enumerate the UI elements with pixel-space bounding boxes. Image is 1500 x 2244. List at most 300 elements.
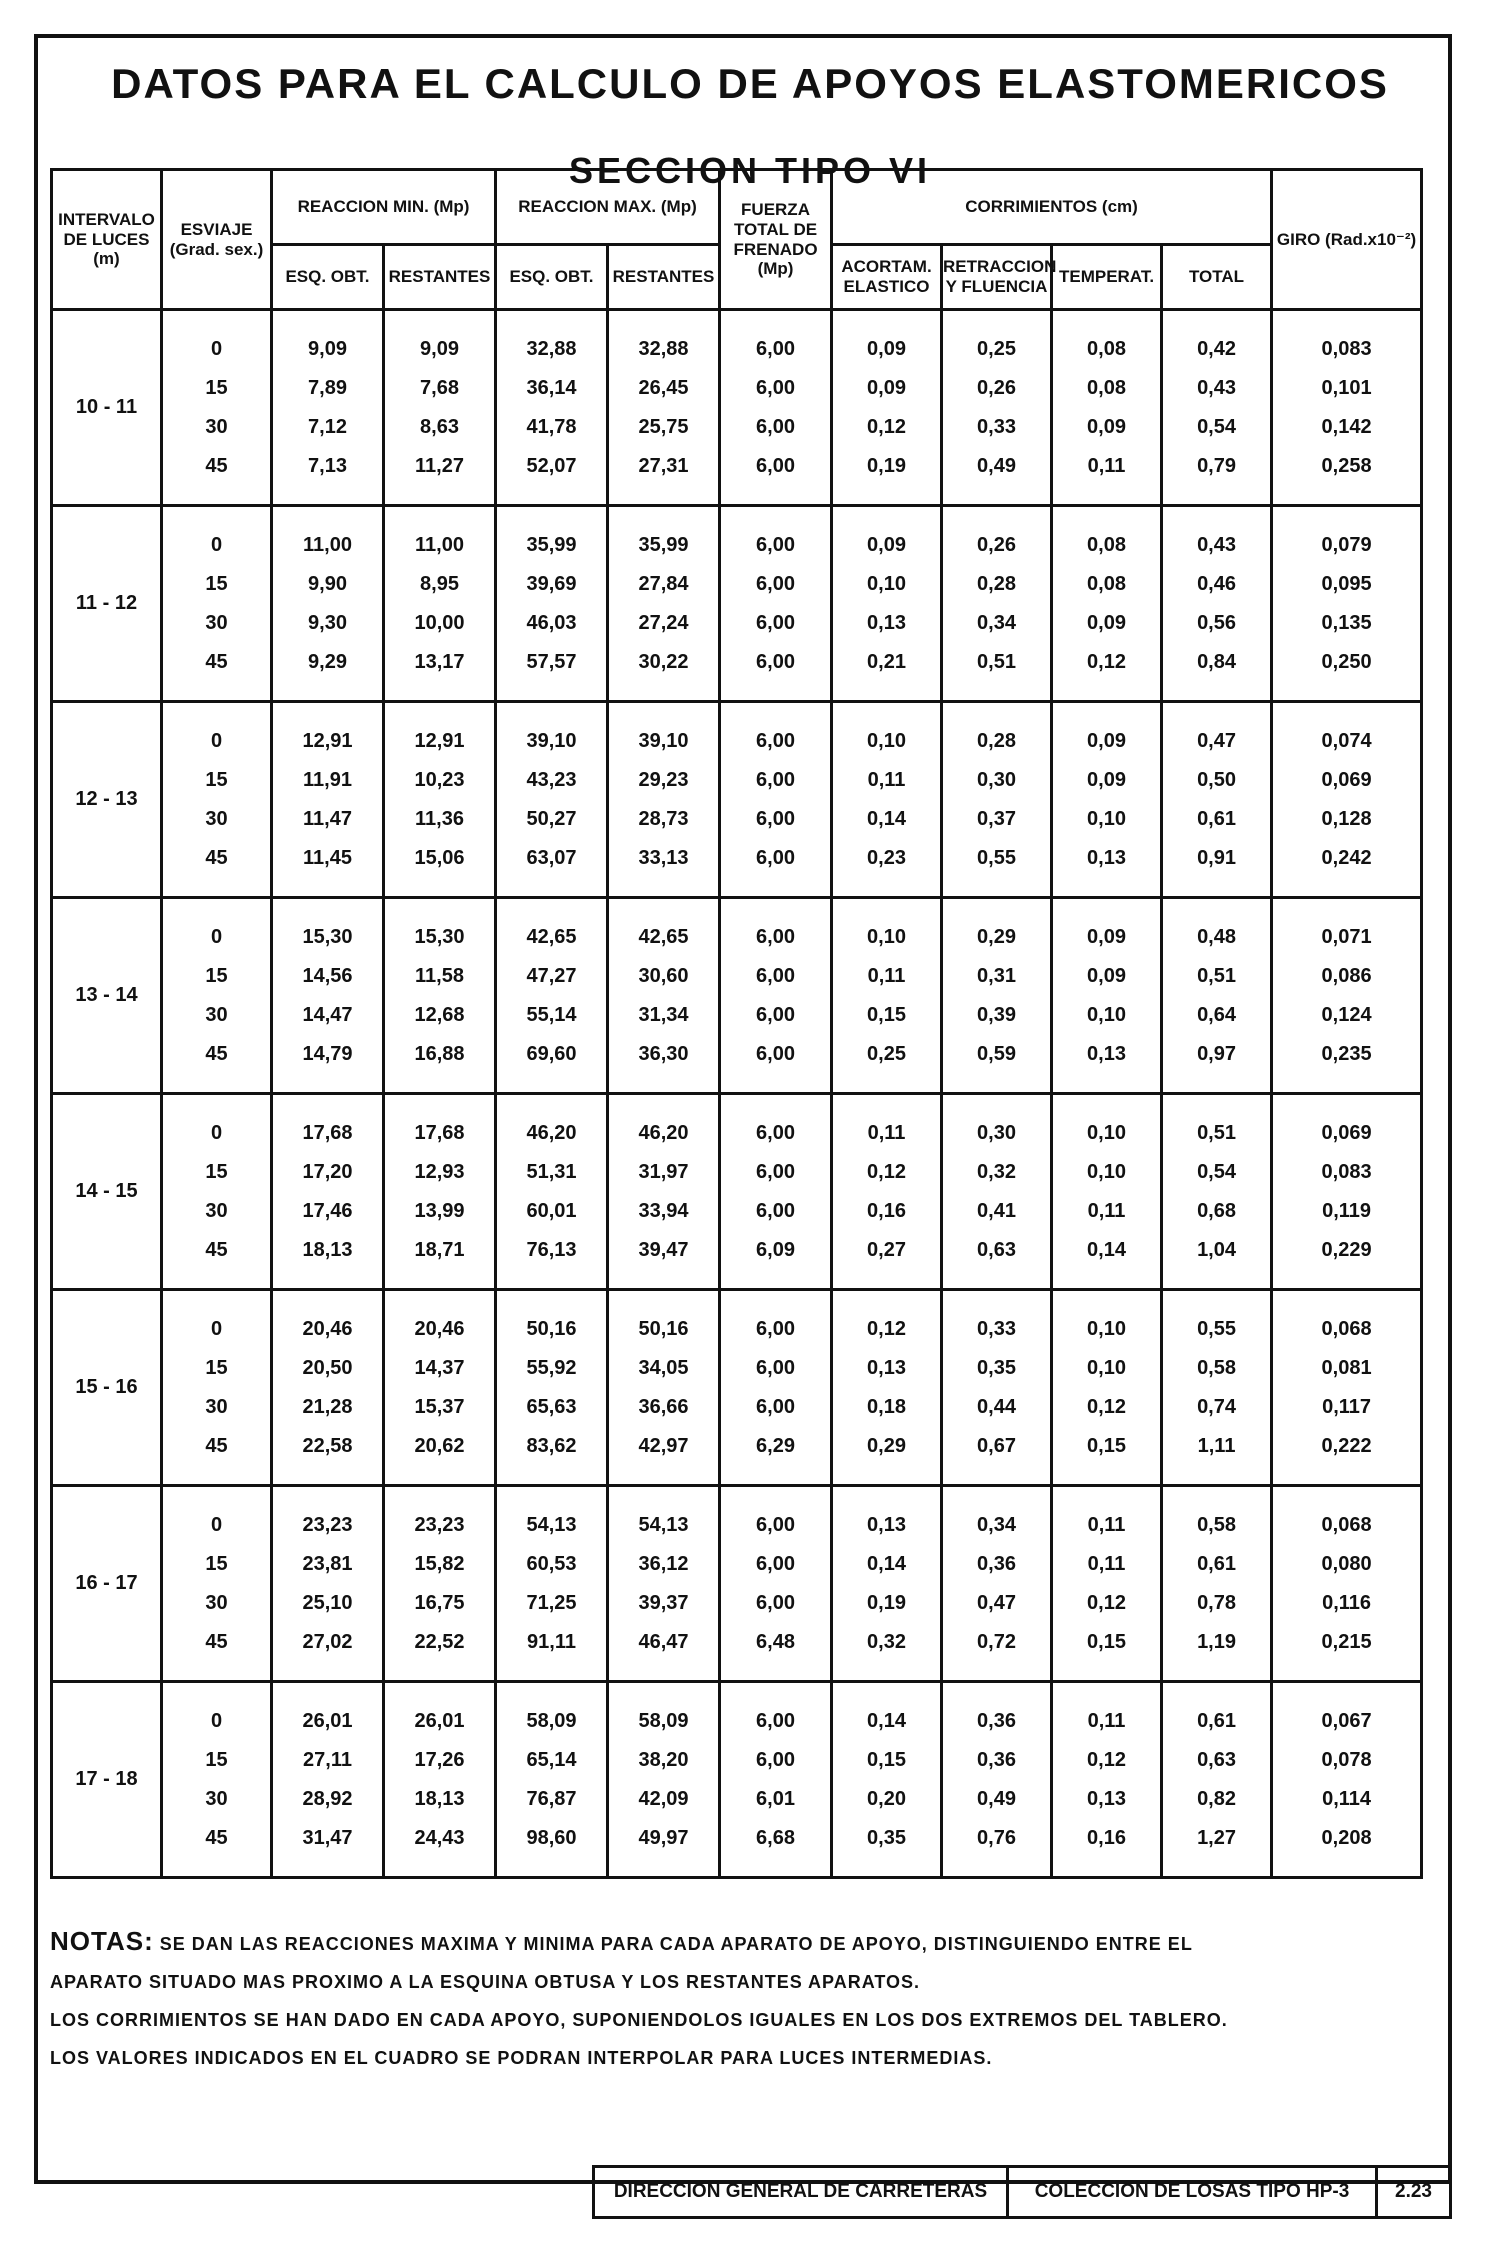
value-max-esq: 46,20 — [526, 1121, 577, 1144]
cell-giro — [1272, 898, 1422, 1094]
value-retraccion: 0,36 — [977, 1748, 1016, 1771]
value-min-rest: 10,00 — [414, 611, 465, 634]
cell-acortam — [832, 898, 942, 1094]
value-min-rest: 20,62 — [414, 1434, 465, 1457]
value-giro: 0,068 — [1321, 1317, 1372, 1340]
header-corrimientos: CORRIMIENTOS (cm) — [832, 170, 1272, 245]
cell-retraccion — [942, 1486, 1052, 1682]
value-giro: 0,069 — [1321, 768, 1372, 791]
cell-temperat — [1052, 702, 1162, 898]
value-esviaje: 45 — [205, 1238, 228, 1261]
value-max-rest: 31,97 — [638, 1160, 689, 1183]
value-max-esq: 83,62 — [526, 1434, 577, 1457]
value-min-esq: 25,10 — [302, 1591, 353, 1614]
value-giro: 0,229 — [1321, 1238, 1372, 1261]
value-fuerza: 6,00 — [756, 1160, 795, 1183]
table-body — [52, 310, 1422, 1878]
value-total: 0,50 — [1197, 768, 1236, 791]
value-min-esq: 26,01 — [302, 1709, 353, 1732]
cell-min-esq — [272, 310, 384, 506]
value-esviaje: 15 — [205, 1748, 228, 1771]
value-max-esq: 57,57 — [526, 650, 577, 673]
value-max-esq: 47,27 — [526, 964, 577, 987]
cell-fuerza — [720, 506, 832, 702]
cell-temperat — [1052, 310, 1162, 506]
value-fuerza: 6,09 — [756, 1238, 795, 1261]
value-acortam: 0,11 — [867, 1121, 906, 1144]
value-fuerza: 6,00 — [756, 1591, 795, 1614]
value-total: 0,58 — [1197, 1513, 1236, 1536]
value-retraccion: 0,26 — [977, 533, 1016, 556]
table-row — [52, 1486, 1422, 1682]
value-esviaje: 30 — [205, 1787, 228, 1810]
value-fuerza: 6,00 — [756, 454, 795, 477]
value-max-esq: 58,09 — [526, 1709, 577, 1732]
value-max-rest: 42,65 — [638, 925, 689, 948]
value-fuerza: 6,29 — [756, 1434, 795, 1457]
cell-esviaje — [162, 1290, 272, 1486]
value-min-rest: 11,36 — [415, 807, 464, 830]
value-acortam: 0,10 — [867, 572, 906, 595]
value-total: 0,61 — [1197, 1709, 1236, 1732]
value-retraccion: 0,34 — [977, 611, 1016, 634]
value-esviaje: 0 — [210, 337, 223, 360]
value-max-rest: 27,31 — [638, 454, 689, 477]
value-giro: 0,074 — [1321, 729, 1372, 752]
value-giro: 0,083 — [1321, 337, 1372, 360]
value-fuerza: 6,00 — [756, 807, 795, 830]
table-row — [52, 506, 1422, 702]
interval-cell: 16 - 17 — [52, 1486, 162, 1682]
cell-retraccion — [942, 310, 1052, 506]
value-retraccion: 0,32 — [977, 1160, 1016, 1183]
value-total: 1,11 — [1197, 1434, 1236, 1457]
value-temperat: 0,10 — [1087, 1160, 1126, 1183]
value-max-esq: 69,60 — [526, 1042, 577, 1065]
value-min-rest: 22,52 — [414, 1630, 465, 1653]
value-min-esq: 7,12 — [308, 415, 347, 438]
value-total: 0,42 — [1197, 337, 1236, 360]
value-total: 0,61 — [1197, 807, 1236, 830]
value-max-rest: 42,97 — [638, 1434, 689, 1457]
value-acortam: 0,09 — [867, 533, 906, 556]
value-temperat: 0,10 — [1087, 1356, 1126, 1379]
cell-retraccion — [942, 898, 1052, 1094]
value-temperat: 0,11 — [1087, 1552, 1126, 1575]
header-max-esq-obt: ESQ. OBT. — [496, 245, 608, 310]
value-total: 0,63 — [1197, 1748, 1236, 1771]
value-esviaje: 30 — [205, 1591, 228, 1614]
value-retraccion: 0,25 — [977, 337, 1016, 360]
footer-page-number: 2.23 — [1375, 2165, 1452, 2219]
cell-temperat — [1052, 506, 1162, 702]
value-temperat: 0,09 — [1087, 964, 1126, 987]
value-fuerza: 6,00 — [756, 846, 795, 869]
value-esviaje: 15 — [205, 964, 228, 987]
value-giro: 0,135 — [1321, 611, 1372, 634]
header-retraccion: RETRACCION Y FLUENCIA — [942, 245, 1052, 310]
value-max-esq: 54,13 — [526, 1513, 577, 1536]
value-max-esq: 43,23 — [526, 768, 577, 791]
value-min-rest: 24,43 — [414, 1826, 465, 1849]
value-giro: 0,067 — [1321, 1709, 1372, 1732]
cell-retraccion — [942, 1094, 1052, 1290]
value-giro: 0,095 — [1321, 572, 1372, 595]
value-retraccion: 0,72 — [977, 1630, 1016, 1653]
value-max-rest: 34,05 — [638, 1356, 689, 1379]
value-acortam: 0,12 — [867, 1317, 906, 1340]
value-min-rest: 12,91 — [414, 729, 465, 752]
value-giro: 0,071 — [1321, 925, 1372, 948]
value-temperat: 0,09 — [1087, 925, 1126, 948]
value-min-rest: 7,68 — [420, 376, 459, 399]
value-max-esq: 50,27 — [526, 807, 577, 830]
value-max-rest: 31,34 — [638, 1003, 689, 1026]
value-total: 0,74 — [1197, 1395, 1236, 1418]
value-max-esq: 50,16 — [526, 1317, 577, 1340]
value-esviaje: 15 — [205, 1160, 228, 1183]
header-total: TOTAL — [1162, 245, 1272, 310]
value-esviaje: 15 — [205, 376, 228, 399]
value-giro: 0,258 — [1321, 454, 1372, 477]
value-retraccion: 0,33 — [977, 1317, 1016, 1340]
value-temperat: 0,09 — [1087, 729, 1126, 752]
cell-min-rest — [384, 1094, 496, 1290]
value-total: 0,91 — [1197, 846, 1236, 869]
value-retraccion: 0,28 — [977, 572, 1016, 595]
table-row — [52, 1682, 1422, 1878]
value-min-esq: 14,47 — [302, 1003, 353, 1026]
value-min-esq: 7,13 — [308, 454, 347, 477]
value-esviaje: 45 — [205, 454, 228, 477]
value-acortam: 0,14 — [867, 807, 906, 830]
header-reaccion-min: REACCION MIN. (Mp) — [272, 170, 496, 245]
value-giro: 0,069 — [1321, 1121, 1372, 1144]
value-retraccion: 0,33 — [977, 415, 1016, 438]
notes-label: NOTAS: — [50, 1926, 154, 1956]
value-total: 0,55 — [1197, 1317, 1236, 1340]
value-temperat: 0,10 — [1087, 1003, 1126, 1026]
value-max-esq: 65,63 — [526, 1395, 577, 1418]
cell-giro — [1272, 310, 1422, 506]
value-min-esq: 9,90 — [308, 572, 347, 595]
value-fuerza: 6,00 — [756, 964, 795, 987]
value-giro: 0,128 — [1321, 807, 1372, 830]
cell-giro — [1272, 1682, 1422, 1878]
value-temperat: 0,12 — [1087, 650, 1126, 673]
value-temperat: 0,09 — [1087, 768, 1126, 791]
cell-min-esq — [272, 506, 384, 702]
value-fuerza: 6,00 — [756, 1395, 795, 1418]
value-acortam: 0,13 — [867, 1356, 906, 1379]
value-max-esq: 60,01 — [526, 1199, 577, 1222]
value-max-rest: 30,60 — [638, 964, 689, 987]
value-retraccion: 0,39 — [977, 1003, 1016, 1026]
value-max-esq: 52,07 — [526, 454, 577, 477]
value-total: 0,78 — [1197, 1591, 1236, 1614]
value-total: 0,54 — [1197, 1160, 1236, 1183]
cell-retraccion — [942, 506, 1052, 702]
value-esviaje: 30 — [205, 807, 228, 830]
cell-max-esq — [496, 506, 608, 702]
interval-cell: 12 - 13 — [52, 702, 162, 898]
value-acortam: 0,09 — [867, 376, 906, 399]
value-esviaje: 15 — [205, 1356, 228, 1379]
value-giro: 0,242 — [1321, 846, 1372, 869]
cell-max-rest — [608, 310, 720, 506]
cell-total — [1162, 1094, 1272, 1290]
cell-giro — [1272, 1094, 1422, 1290]
value-max-esq: 41,78 — [526, 415, 577, 438]
value-max-rest: 33,13 — [638, 846, 689, 869]
value-max-rest: 35,99 — [638, 533, 689, 556]
value-acortam: 0,12 — [867, 415, 906, 438]
value-max-rest: 33,94 — [638, 1199, 689, 1222]
value-giro: 0,081 — [1321, 1356, 1372, 1379]
value-retraccion: 0,36 — [977, 1552, 1016, 1575]
value-max-rest: 46,20 — [638, 1121, 689, 1144]
cell-max-rest — [608, 1682, 720, 1878]
cell-min-esq — [272, 1682, 384, 1878]
value-min-esq: 23,81 — [302, 1552, 353, 1575]
value-giro: 0,117 — [1322, 1395, 1372, 1418]
value-min-esq: 22,58 — [302, 1434, 353, 1457]
cell-esviaje — [162, 1682, 272, 1878]
value-max-rest: 39,10 — [638, 729, 689, 752]
value-max-rest: 50,16 — [638, 1317, 689, 1340]
value-temperat: 0,11 — [1087, 1709, 1126, 1732]
value-min-rest: 13,17 — [414, 650, 465, 673]
value-total: 0,48 — [1197, 925, 1236, 948]
value-temperat: 0,11 — [1087, 1513, 1126, 1536]
value-min-rest: 23,23 — [414, 1513, 465, 1536]
value-fuerza: 6,00 — [756, 1199, 795, 1222]
cell-max-rest — [608, 506, 720, 702]
value-retraccion: 0,36 — [977, 1709, 1016, 1732]
value-fuerza: 6,48 — [756, 1630, 795, 1653]
cell-total — [1162, 310, 1272, 506]
value-esviaje: 45 — [205, 1630, 228, 1653]
value-min-rest: 13,99 — [414, 1199, 465, 1222]
value-temperat: 0,08 — [1087, 572, 1126, 595]
value-max-esq: 36,14 — [526, 376, 577, 399]
value-min-rest: 20,46 — [414, 1317, 465, 1340]
value-esviaje: 0 — [210, 1513, 223, 1536]
value-min-esq: 11,00 — [303, 533, 352, 556]
value-min-esq: 31,47 — [302, 1826, 353, 1849]
value-min-rest: 11,27 — [415, 454, 464, 477]
value-temperat: 0,15 — [1087, 1434, 1126, 1457]
value-retraccion: 0,29 — [977, 925, 1016, 948]
value-min-esq: 14,79 — [302, 1042, 353, 1065]
value-acortam: 0,27 — [867, 1238, 906, 1261]
value-temperat: 0,12 — [1087, 1395, 1126, 1418]
table-row — [52, 898, 1422, 1094]
cell-total — [1162, 1486, 1272, 1682]
value-fuerza: 6,00 — [756, 925, 795, 948]
cell-min-rest — [384, 702, 496, 898]
value-esviaje: 15 — [205, 572, 228, 595]
notes-line-1 — [50, 1922, 1420, 1963]
cell-max-esq — [496, 1094, 608, 1290]
value-total: 1,19 — [1197, 1630, 1236, 1653]
header-min-esq-obt: ESQ. OBT. — [272, 245, 384, 310]
header-max-restantes: RESTANTES — [608, 245, 720, 310]
value-fuerza: 6,00 — [756, 1356, 795, 1379]
value-giro: 0,080 — [1321, 1552, 1372, 1575]
value-total: 0,47 — [1197, 729, 1236, 752]
value-min-rest: 18,13 — [414, 1787, 465, 1810]
cell-total — [1162, 702, 1272, 898]
value-min-rest: 15,30 — [414, 925, 465, 948]
value-max-rest: 29,23 — [638, 768, 689, 791]
value-max-esq: 35,99 — [526, 533, 577, 556]
cell-total — [1162, 506, 1272, 702]
value-total: 0,82 — [1197, 1787, 1236, 1810]
value-esviaje: 45 — [205, 846, 228, 869]
value-min-esq: 20,50 — [302, 1356, 353, 1379]
cell-temperat — [1052, 1094, 1162, 1290]
value-fuerza: 6,00 — [756, 1513, 795, 1536]
value-esviaje: 30 — [205, 1199, 228, 1222]
value-esviaje: 30 — [205, 415, 228, 438]
value-retraccion: 0,51 — [977, 650, 1016, 673]
value-min-rest: 15,37 — [414, 1395, 465, 1418]
value-min-esq: 17,46 — [302, 1199, 353, 1222]
value-acortam: 0,29 — [867, 1434, 906, 1457]
value-acortam: 0,32 — [867, 1630, 906, 1653]
cell-max-rest — [608, 702, 720, 898]
value-temperat: 0,12 — [1087, 1748, 1126, 1771]
value-max-esq: 51,31 — [526, 1160, 577, 1183]
value-giro: 0,124 — [1321, 1003, 1372, 1026]
value-total: 0,79 — [1197, 454, 1236, 477]
value-min-rest: 26,01 — [414, 1709, 465, 1732]
value-fuerza: 6,68 — [756, 1826, 795, 1849]
cell-giro — [1272, 1486, 1422, 1682]
table-row — [52, 310, 1422, 506]
value-giro: 0,119 — [1322, 1199, 1372, 1222]
value-max-rest: 27,84 — [638, 572, 689, 595]
value-retraccion: 0,41 — [977, 1199, 1016, 1222]
value-retraccion: 0,31 — [977, 964, 1016, 987]
interval-cell: 10 - 11 — [52, 310, 162, 506]
value-max-rest: 49,97 — [638, 1826, 689, 1849]
value-giro: 0,078 — [1321, 1748, 1372, 1771]
value-acortam: 0,18 — [867, 1395, 906, 1418]
value-temperat: 0,11 — [1087, 454, 1126, 477]
cell-esviaje — [162, 506, 272, 702]
cell-max-rest — [608, 1094, 720, 1290]
header-temperat: TEMPERAT. — [1052, 245, 1162, 310]
value-total: 0,51 — [1197, 1121, 1236, 1144]
cell-acortam — [832, 1094, 942, 1290]
value-giro: 0,208 — [1321, 1826, 1372, 1849]
value-min-esq: 9,30 — [308, 611, 347, 634]
value-total: 0,54 — [1197, 415, 1236, 438]
value-min-esq: 28,92 — [302, 1787, 353, 1810]
value-min-rest: 18,71 — [414, 1238, 465, 1261]
cell-min-rest — [384, 310, 496, 506]
value-max-rest: 58,09 — [638, 1709, 689, 1732]
value-esviaje: 0 — [210, 1121, 223, 1144]
value-fuerza: 6,00 — [756, 1709, 795, 1732]
value-fuerza: 6,00 — [756, 376, 795, 399]
value-min-esq: 21,28 — [302, 1395, 353, 1418]
value-giro: 0,235 — [1321, 1042, 1372, 1065]
value-min-esq: 15,30 — [302, 925, 353, 948]
cell-min-esq — [272, 898, 384, 1094]
value-max-esq: 76,87 — [526, 1787, 577, 1810]
cell-max-esq — [496, 702, 608, 898]
value-min-esq: 11,45 — [303, 846, 352, 869]
cell-total — [1162, 1682, 1272, 1878]
value-max-rest: 25,75 — [638, 415, 689, 438]
value-giro: 0,250 — [1321, 650, 1372, 673]
value-giro: 0,215 — [1321, 1630, 1372, 1653]
value-fuerza: 6,00 — [756, 337, 795, 360]
value-esviaje: 30 — [205, 1003, 228, 1026]
value-giro: 0,114 — [1322, 1787, 1372, 1810]
value-max-esq: 71,25 — [526, 1591, 577, 1614]
header-giro: GIRO (Rad.x10⁻²) — [1272, 170, 1422, 310]
value-acortam: 0,21 — [867, 650, 906, 673]
value-max-rest: 36,30 — [638, 1042, 689, 1065]
value-fuerza: 6,00 — [756, 1317, 795, 1340]
cell-max-rest — [608, 898, 720, 1094]
cell-temperat — [1052, 1486, 1162, 1682]
cell-temperat — [1052, 1290, 1162, 1486]
value-min-rest: 11,58 — [415, 964, 464, 987]
value-max-esq: 98,60 — [526, 1826, 577, 1849]
value-min-rest: 16,88 — [414, 1042, 465, 1065]
value-temperat: 0,13 — [1087, 846, 1126, 869]
value-acortam: 0,15 — [867, 1748, 906, 1771]
value-min-esq: 7,89 — [308, 376, 347, 399]
value-max-esq: 32,88 — [526, 337, 577, 360]
notes-block — [50, 1922, 1420, 2077]
page-subtitle: SECCION TIPO VI — [568, 150, 932, 191]
value-retraccion: 0,55 — [977, 846, 1016, 869]
interval-cell: 11 - 12 — [52, 506, 162, 702]
value-temperat: 0,13 — [1087, 1787, 1126, 1810]
value-total: 0,56 — [1197, 611, 1236, 634]
value-total: 0,97 — [1197, 1042, 1236, 1065]
value-acortam: 0,12 — [867, 1160, 906, 1183]
interval-cell: 13 - 14 — [52, 898, 162, 1094]
value-total: 0,43 — [1197, 376, 1236, 399]
value-temperat: 0,08 — [1087, 533, 1126, 556]
value-acortam: 0,14 — [867, 1552, 906, 1575]
value-total: 0,61 — [1197, 1552, 1236, 1575]
footer-organization: DIRECCION GENERAL DE CARRETERAS — [592, 2165, 1009, 2219]
value-max-esq: 39,69 — [526, 572, 577, 595]
value-fuerza: 6,00 — [756, 729, 795, 752]
value-min-rest: 11,00 — [415, 533, 464, 556]
value-max-rest: 42,09 — [638, 1787, 689, 1810]
value-fuerza: 6,00 — [756, 611, 795, 634]
value-min-esq: 17,20 — [302, 1160, 353, 1183]
cell-max-rest — [608, 1486, 720, 1682]
cell-fuerza — [720, 1290, 832, 1486]
cell-temperat — [1052, 1682, 1162, 1878]
value-max-rest: 39,47 — [638, 1238, 689, 1261]
value-max-rest: 30,22 — [638, 650, 689, 673]
value-temperat: 0,15 — [1087, 1630, 1126, 1653]
cell-acortam — [832, 1486, 942, 1682]
value-min-rest: 17,26 — [414, 1748, 465, 1771]
value-max-rest: 54,13 — [638, 1513, 689, 1536]
